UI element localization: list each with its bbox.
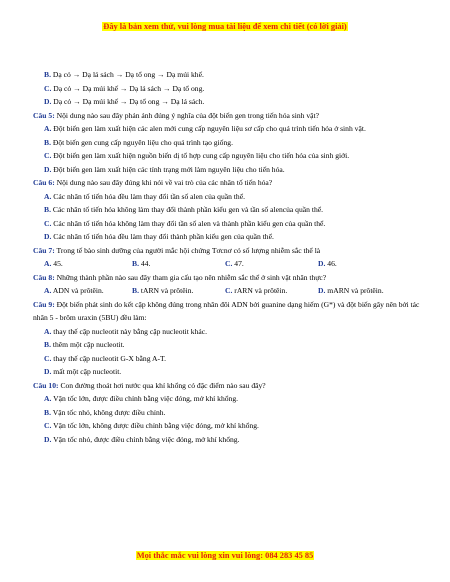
q7-option-c: C. 47.	[225, 259, 244, 268]
contact-footer	[0, 551, 450, 560]
q5-stem: Câu 5: Nội dung nào sau đây phản ánh đúng ý nghĩa của đột biến gen trong tiến hóa sinh vật?	[33, 110, 319, 120]
q5-option-d: D. Đột biến gen làm xuất hiện các tính trạng mới làm nguyên liệu cho tiến hóa.	[44, 164, 285, 174]
q10-option-b: B. Vận tốc nhỏ, không được điều chỉnh.	[44, 407, 166, 417]
q8-stem: Câu 8: Những thành phần nào sau đây tham gia cấu tạo nên nhiễm sắc thể ở sinh vật nhân thực?	[33, 272, 327, 282]
q9-stem: Câu 9: Đột biến phát sinh do kết cặp không đúng trong nhân đôi ADN bởi guanine dạng hiếm (G*) và đột biến gây nên bởi tác nhân 5 - brôm uraxin (5BU) đều làm:	[33, 299, 420, 322]
q6-option-c: C. Các nhân tố tiến hóa không làm thay đổi tần số alen và thành phần kiểu gen của quần thể.	[44, 218, 326, 228]
q4-option-d: D. Dạ cỏ → Dạ múi khế → Dạ tổ ong → Dạ lá sách.	[44, 97, 205, 106]
q8-option-a: A. ADN và prôtêin.	[44, 286, 104, 295]
q9-option-b: B. thêm một cặp nucleotit.	[44, 340, 125, 349]
contact-footer-text: Mọi thắc mắc vui lòng xin vui lòng: 084 283 45 85	[136, 551, 314, 560]
question-list	[33, 68, 421, 446]
q7-stem: Câu 7: Trong tế bào sinh dưỡng của người mắc hội chứng Tơcnơ có số lượng nhiễm sắc thể là	[33, 245, 321, 255]
q8-option-c: C. rARN và prôtêin.	[225, 286, 288, 295]
q9-option-a: A. thay thế cặp nucleotit này bằng cặp nucleotit khác.	[44, 326, 208, 336]
q10-option-c: C. Vận tốc lớn, không được điều chỉnh bằng việc đóng, mở khí khổng.	[44, 421, 259, 430]
q6-stem: Câu 6: Nội dung nào sau đây đúng khi nói về vai trò của các nhân tố tiến hóa?	[33, 178, 273, 187]
q5-option-a: A. Đột biến gen làm xuất hiện các alen mới cung cấp nguyên liệu sơ cấp cho quá trình tiến hóa ở sinh vật.	[44, 124, 366, 133]
preview-banner-text: Đây là bản xem thử, vui lòng mua tài liệu để xem chi tiết (có lời giải)	[103, 22, 347, 31]
q7-option-b: B. 44.	[132, 259, 151, 268]
q7-options	[33, 257, 421, 271]
q10-option-a: A. Vận tốc lớn, được điều chỉnh bằng việc đóng, mở khí khổng.	[44, 394, 239, 403]
q8-option-d: D. mARN và prôtêin.	[318, 286, 384, 295]
q8-options	[33, 284, 421, 298]
q10-option-d: D. Vận tốc nhỏ, được điều chỉnh bằng việc đóng, mở khí khổng.	[44, 434, 240, 444]
q9-option-c: C. thay thế cặp nucleotit G-X bằng A-T.	[44, 353, 166, 363]
q7-option-a: A. 45.	[44, 259, 63, 268]
q9-option-d: D. mất một cặp nucleotit.	[44, 367, 122, 376]
preview-banner	[0, 22, 450, 31]
q8-option-b: B. tARN và prôtêin.	[132, 286, 194, 295]
q4-option-b: B. Dạ cỏ → Dạ lá sách → Dạ tổ ong → Dạ múi khế.	[44, 70, 204, 79]
q4-option-c: C. Dạ cỏ → Dạ múi khế → Dạ lá sách → Dạ tổ ong.	[44, 83, 205, 93]
q6-option-a: A. Các nhân tố tiến hóa đều làm thay đổi tần số alen của quần thể.	[44, 191, 245, 201]
q10-stem: Câu 10: Con đường thoát hơi nước qua khí khổng có đặc điểm nào sau đây?	[33, 380, 266, 390]
q6-option-b: B. Các nhân tố tiến hóa không làm thay đổi thành phần kiểu gen và tần số alencủa quần thể.	[44, 205, 324, 214]
q7-option-d: D. 46.	[318, 259, 337, 268]
q6-option-d: D. Các nhân tố tiến hóa đều làm thay đổi thành phần kiểu gen của quần thể.	[44, 232, 274, 241]
q5-option-c: C. Đột biến gen làm xuất hiện nguồn biến dị tổ hợp cung cấp nguyên liệu cho tiến hóa của sinh giới.	[44, 151, 350, 160]
q5-option-b: B. Đột biến gen cung cấp nguyên liệu cho quá trình tạo giống.	[44, 137, 233, 147]
